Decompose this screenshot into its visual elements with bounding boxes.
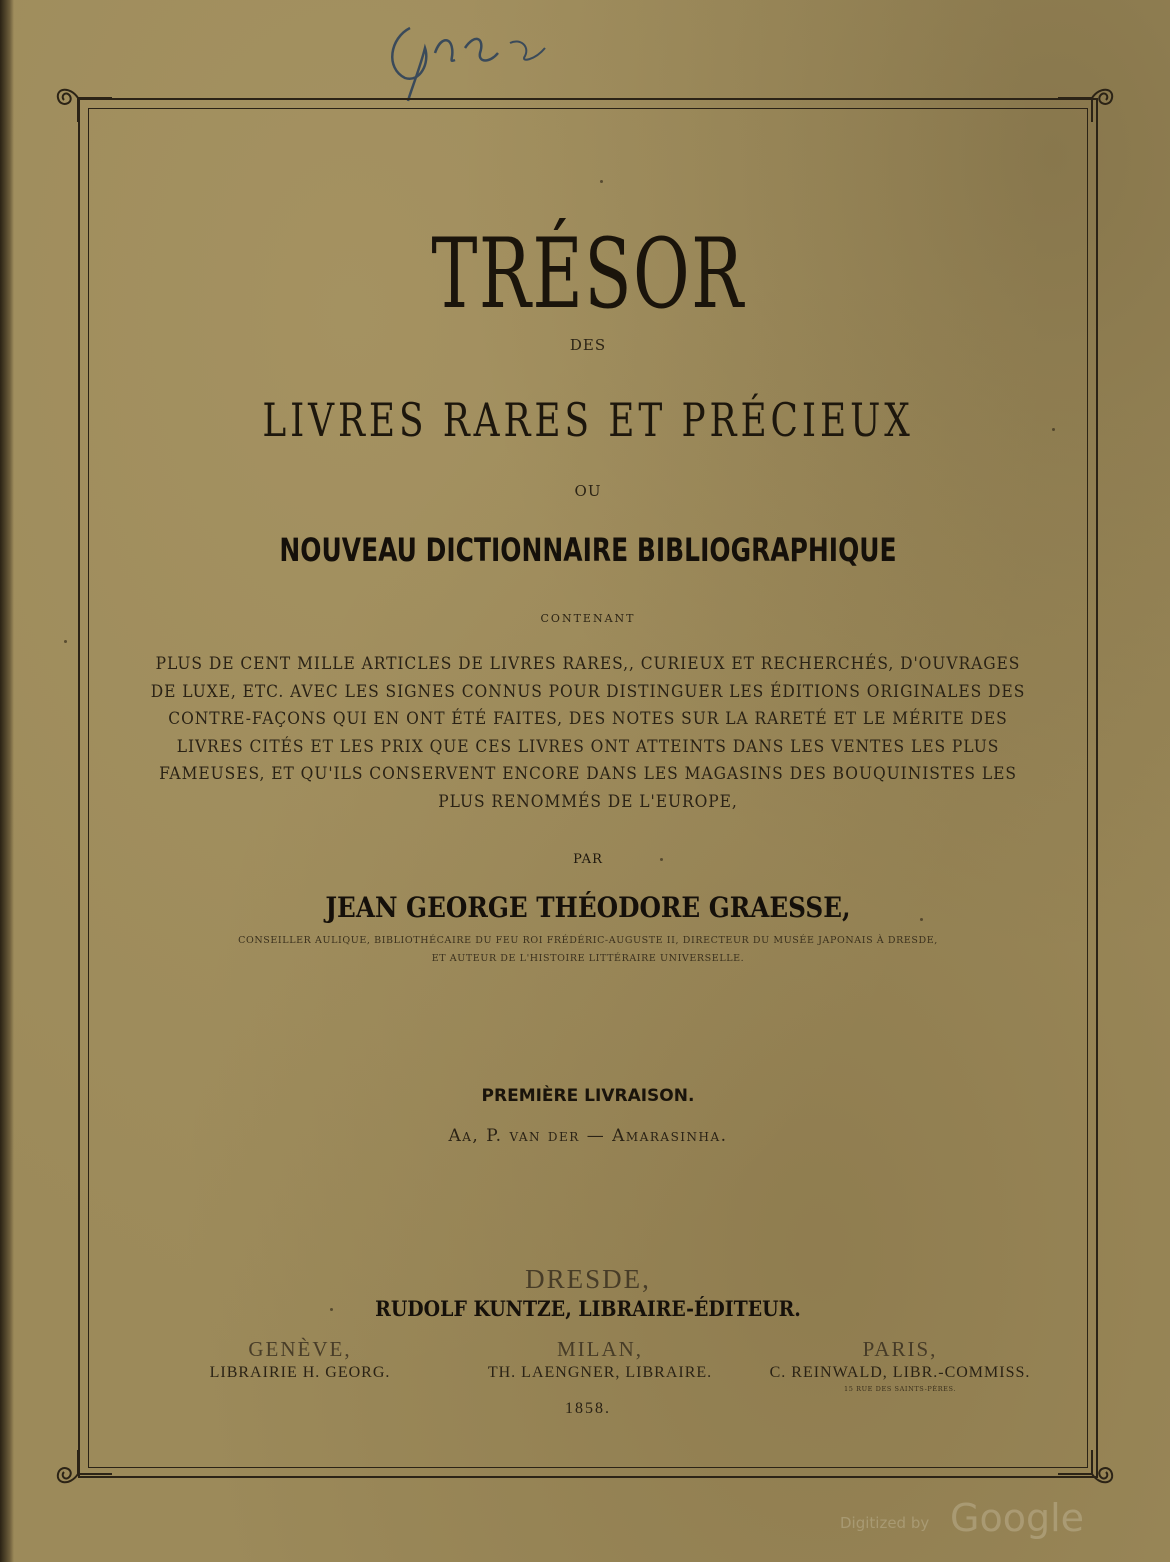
entry-range: Aa, P. van der — Amarasinha. [448,1126,728,1146]
paper-speck [1052,428,1055,431]
watermark-text: Digitized by [840,1514,930,1532]
dictionary-title: NOUVEAU DICTIONNAIRE BIBLIOGRAPHIQUE [279,531,897,569]
paper-speck [920,918,923,921]
branch-firm: TH. LAENGNER, LIBRAIRE. [487,1364,713,1381]
corner-ornament-icon [52,1450,112,1490]
paper-speck [660,858,663,861]
branch-address: 15 RUE DES SAINTS-PÈRES. [843,1385,957,1393]
branch-city: MILAN, [556,1337,644,1361]
publication-year: 1858. [565,1400,611,1417]
watermark-logo: Google [950,1496,1085,1540]
branch-city: PARIS, [862,1337,938,1361]
page-binding-edge [0,0,14,1562]
contents-description: PLUS DE CENT MILLE ARTICLES DE LIVRES RARES,, CURIEUX ET RECHERCHÉS, D'OUVRAGES DE LUXE, ETC. AVEC LES SIGNES CONNUS POUR DISTINGUER LES ÉDITIONS ORIGINALES DES CONTRE-FAÇONS QUI EN ONT ÉTÉ FAITES, DES NOTES SUR LA RARETÉ ET LE MÉRITE DES LIVRES CITÉS ET LES PRIX QUE CES LIVRES ONT ATTEINTS DANS LES VENTES LES PLUS FAMEUSES, ET QU'ILS CONSERVENT ENCORE DANS LES MAGASINS DES BOUQUINISTES LES PLUS RENOMMÉS DE L'EUROPE, [150,654,1026,811]
book-title: TRÉSOR [431,218,745,330]
connector-ou: OU [574,482,602,500]
author-credentials [150,932,1026,968]
digitization-watermark [840,1496,1140,1540]
branch-firm: C. REINWALD, LIBR.-COMMISS. [769,1364,1031,1381]
handwritten-signature [380,8,560,103]
branch-firm: LIBRAIRIE H. GEORG. [209,1364,391,1381]
branch-list [150,1336,1050,1394]
credentials-line: CONSEILLER AULIQUE, BIBLIOTHÉCAIRE DU FEU ROI FRÉDÉRIC-AUGUSTE II, DIRECTEUR DU MUSÉE JAPONAIS À DRESDE, [238,935,938,946]
corner-ornament-icon [1058,1450,1118,1490]
branch-geneve [150,1336,450,1394]
branch-city: GENÈVE, [248,1337,352,1361]
par-label: PAR [573,852,603,867]
publisher-name: RUDOLF KUNTZE, LIBRAIRE-ÉDITEUR. [375,1296,801,1321]
connector-des: DES [569,336,607,354]
issue-label: PREMIÈRE LIVRAISON. [481,1086,695,1106]
paper-speck [600,180,603,183]
paper-speck [330,1308,333,1311]
publication-city: DRESDE, [525,1264,651,1294]
branch-paris [750,1336,1050,1394]
branch-milan [450,1336,750,1394]
author-name: JEAN GEORGE THÉODORE GRAESSE, [325,891,851,924]
corner-ornament-icon [52,82,112,122]
credentials-line: ET AUTEUR DE L'HISTOIRE LITTÉRAIRE UNIVERSELLE. [431,953,745,964]
book-subtitle: LIVRES RARES ET PRÉCIEUX [262,393,914,447]
paper-speck [64,640,67,643]
contenant-label: CONTENANT [540,612,636,625]
corner-ornament-icon [1058,82,1118,122]
